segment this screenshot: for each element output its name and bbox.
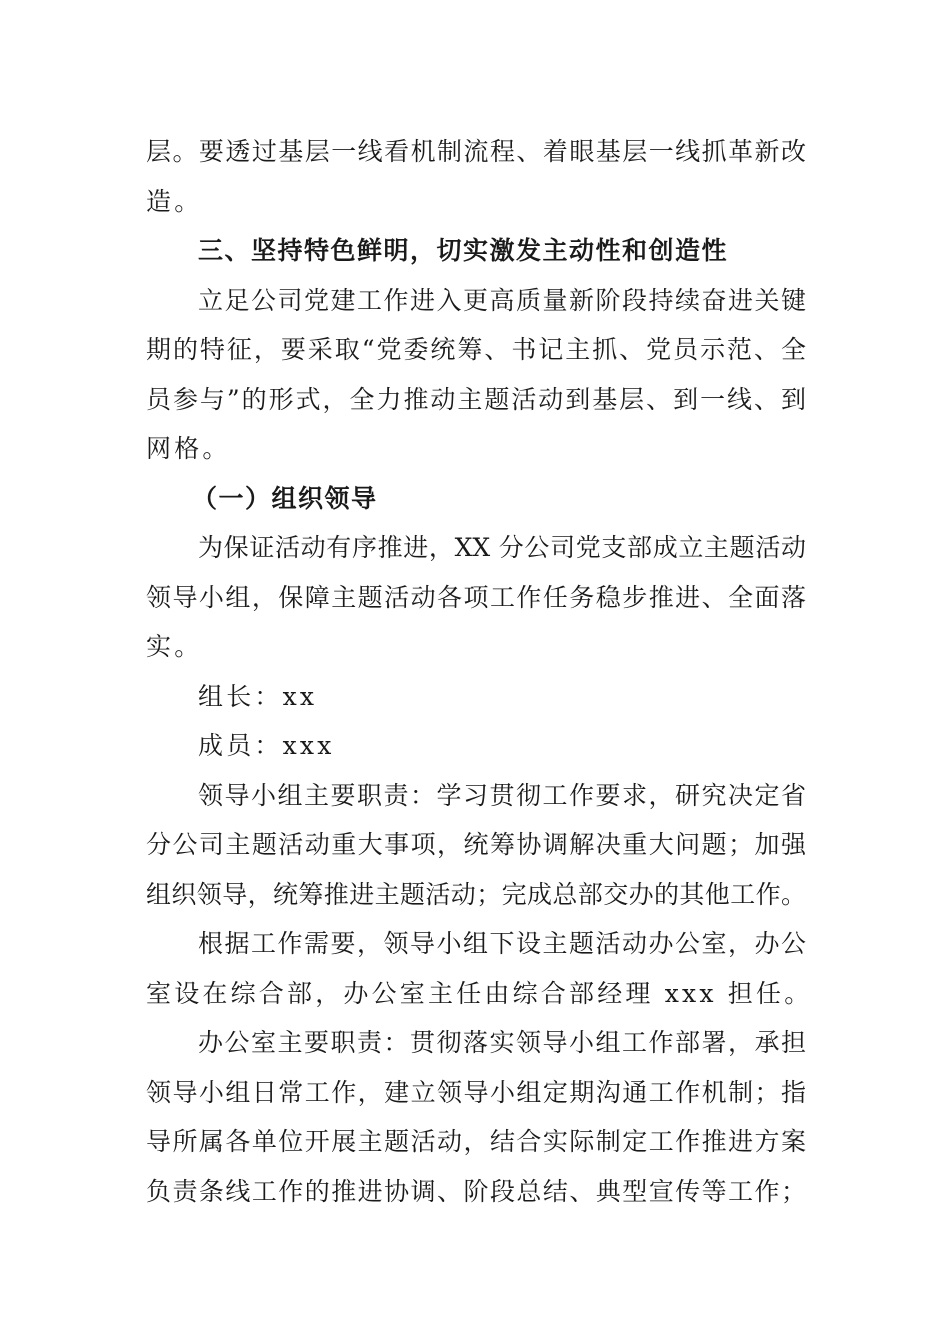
text-line: 层。要透过基层一线看机制流程、着眼基层一线抓革新改 (146, 137, 806, 166)
text-line: 组长：xx (198, 681, 318, 711)
text-line: 领导小组主要职责：学习贯彻工作要求，研究决定省 (198, 780, 806, 810)
text-line: 为保证活动有序推进，XX 分公司党支部成立主题活动 (198, 533, 806, 562)
subsection-heading: （一）组织领导 (192, 483, 378, 513)
text-line: 领导小组日常工作，建立领导小组定期沟通工作机制；指 (146, 1077, 806, 1107)
text-line: 负责条线工作的推进协调、阶段总结、典型宣传等工作； (146, 1176, 806, 1206)
text-line: 立足公司党建工作进入更高质量新阶段持续奋进关键 (198, 285, 806, 315)
text-line: 员参与”的形式，全力推动主题活动到基层、到一线、到 (146, 384, 806, 414)
text-line: 办公室主要职责：贯彻落实领导小组工作部署，承担 (198, 1028, 806, 1057)
document-page (146, 127, 813, 1216)
text-line: 网格。 (146, 434, 231, 463)
text-line: 导所属各单位开展主题活动，结合实际制定工作推进方案 (146, 1127, 806, 1156)
text-line: 期的特征，要采取“党委统筹、书记主抓、党员示范、全 (146, 335, 806, 364)
text-line: 室设在综合部，办公室主任由综合部经理 xxx 担任。 (146, 978, 813, 1008)
text-line: 根据工作需要，领导小组下设主题活动办公室，办公 (198, 929, 806, 958)
text-line: 成员：xxx (198, 731, 335, 760)
text-line: 分公司主题活动重大事项，统筹协调解决重大问题；加强 (146, 830, 806, 859)
text-line: 实。 (146, 632, 203, 661)
text-line: 造。 (146, 186, 203, 216)
text-line: 组织领导，统筹推进主题活动；完成总部交办的其他工作。 (146, 879, 806, 909)
section-heading: 三、坚持特色鲜明，切实激发主动性和创造性 (198, 236, 729, 265)
text-line: 领导小组，保障主题活动各项工作任务稳步推进、全面落 (146, 582, 806, 612)
